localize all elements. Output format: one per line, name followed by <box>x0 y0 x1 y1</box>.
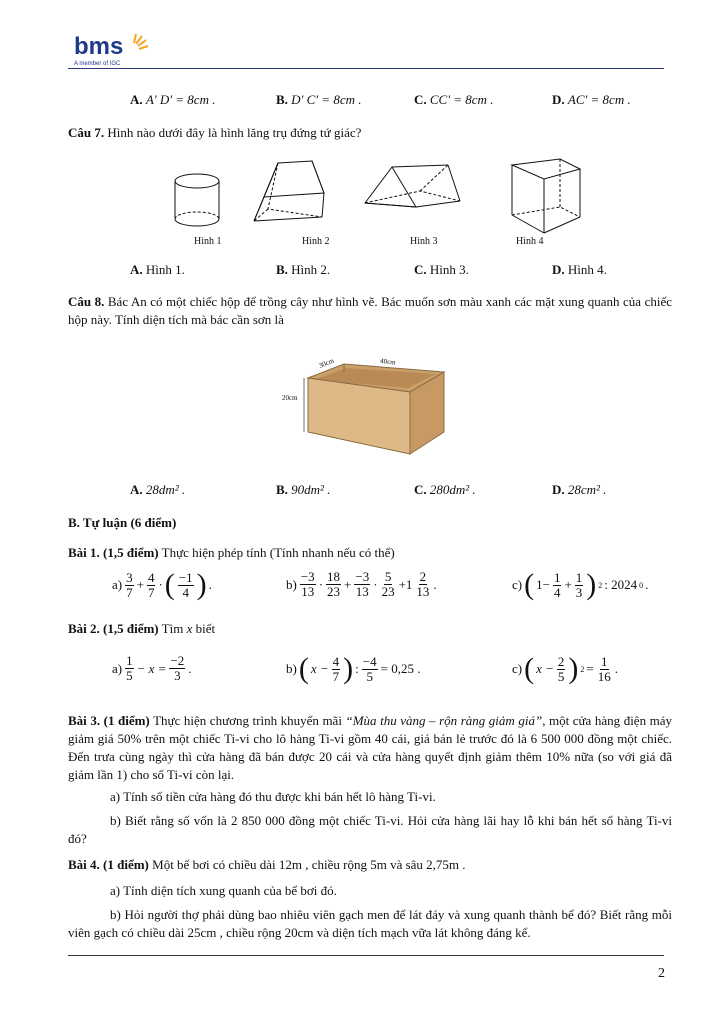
bai4-part-a: a) Tính diện tích xung quanh của bể bơi đó. <box>110 883 337 898</box>
q6-option-b: B. D' C' = 8cm . <box>276 92 362 107</box>
triangular-prism-figure <box>365 165 460 207</box>
q6-option-c: C. CC' = 8cm . <box>414 92 494 107</box>
dim-30cm: 30cm <box>317 356 336 370</box>
logo-subtitle: A member of IGC <box>74 61 121 67</box>
q8-option-a: A. 28dm² . <box>130 482 186 497</box>
bai4-part-b: b) Hỏi người thợ phải dùng bao nhiêu viên gạch men để lát đáy và xung quanh thành bể đó? Biết rằng mỗi viên gạch có chiều dài 25cm , chiều rộng 20cm và diện tích mạch vữa lát không đáng kể. <box>68 907 672 940</box>
q7-option-c: C. Hình 3. <box>414 262 469 277</box>
bai1-part-a: a) $\frac{3}{7}$ + $\frac{4}{7}$ · ( $\frac{-1}{4}$ ) . <box>112 568 212 601</box>
q8-option-d: D. 28cm² . <box>552 482 607 497</box>
q7-option-a: A. Hình 1. <box>130 262 185 277</box>
caption-hinh-4: Hình 4 <box>516 236 544 247</box>
q6-option-d: D. AC' = 8cm . <box>552 92 631 107</box>
q6-option-a: A. A' D' = 8cm . <box>130 92 216 107</box>
q8-question: Câu 8. Bác An có một chiếc hộp để trồng cây như hình vẽ. Bác muốn sơn màu xanh các mặt xung quanh của chiếc hộp này. Tính diện tích mà bác cần sơn là <box>68 294 673 327</box>
bai1-heading: Bài 1. (1,5 điểm) Thực hiện phép tính (Tính nhanh nếu có thể) <box>68 545 395 560</box>
q8-option-b: B. 90dm² . <box>276 482 331 497</box>
bai1-part-b: b) $\frac{-3}{13}$ · $\frac{18}{23}$ + $\frac{-3}{13}$ · $\frac{5}{23}$ +1 $\frac{2}{13}$ . <box>286 569 437 599</box>
wooden-box-figure <box>280 350 450 460</box>
q7-figures <box>160 155 600 237</box>
q7-question: Câu 7. Hình nào dưới đây là hình lăng trụ đứng tứ giác? <box>68 125 362 140</box>
logo-text: bms <box>74 33 124 60</box>
dim-20cm: 20cm <box>282 394 298 402</box>
quad-prism-figure <box>512 159 580 233</box>
q8-option-c: C. 280dm² . <box>414 482 476 497</box>
bai3-text: Bài 3. (1 điểm) Thực hiện chương trình khuyến mãi “Mùa thu vàng – rộn ràng giảm giá”, một cửa hàng điện máy giảm giá 50% trên một chiếc Ti-vi cho lô hàng Ti-vi gồm 40 cái, giá bán lẻ trước đó là 6 500 000 đồng một chiếc. Đến trưa cùng ngày thì cửa hàng đã bán được 20 cái và cửa hàng quyết định giảm thêm 10% nữa (so với giá đã giảm lần 1) cho số Ti-vi còn lại. <box>68 713 672 782</box>
bms-logo <box>72 30 162 70</box>
footer-divider <box>68 955 664 956</box>
page-number: 2 <box>658 966 665 981</box>
bai2-heading: Bài 2. (1,5 điểm) Tìm x biết <box>68 621 216 636</box>
bai2-part-c: c) ( x − $\frac{2}{5}$ ) 2 = $\frac{1}{16}$ . <box>512 652 618 685</box>
q7-option-d: D. Hình 4. <box>552 262 607 277</box>
bai3-part-a: a) Tính số tiền cửa hàng đó thu được khi bán hết lô hàng Ti-vi. <box>110 789 436 804</box>
caption-hinh-1: Hình 1 <box>194 236 222 247</box>
header-divider <box>68 68 664 69</box>
bai2-part-a: a) $\frac{1}{5}$ − x = $\frac{-2}{3}$ . <box>112 653 192 683</box>
caption-hinh-2: Hình 2 <box>302 236 330 247</box>
q7-option-b: B. Hình 2. <box>276 262 331 277</box>
caption-hinh-3: Hình 3 <box>410 236 438 247</box>
bai1-part-c: c) ( 1− $\frac{1}{4}$ + $\frac{1}{3}$ ) 2 : 2024 0 . <box>512 568 649 601</box>
bai3-part-b: b) Biết rằng số vốn là 2 850 000 đồng một chiếc Ti-vi. Hỏi cửa hàng lãi hay lỗ khi bán hết số hàng Ti-vi đó? <box>68 813 672 846</box>
dim-40cm: 40cm <box>379 357 397 367</box>
part-b-title: B. Tự luận (6 điểm) <box>68 515 177 530</box>
bai2-part-b: b) ( x − $\frac{4}{7}$ ) : $\frac{-4}{5}$ = 0,25 . <box>286 652 421 685</box>
frustum-figure <box>254 161 324 221</box>
bai4-text: Bài 4. (1 điểm) Một bể bơi có chiều dài 12m , chiều rộng 5m và sâu 2,75m . <box>68 857 466 872</box>
cylinder-figure <box>175 174 219 226</box>
